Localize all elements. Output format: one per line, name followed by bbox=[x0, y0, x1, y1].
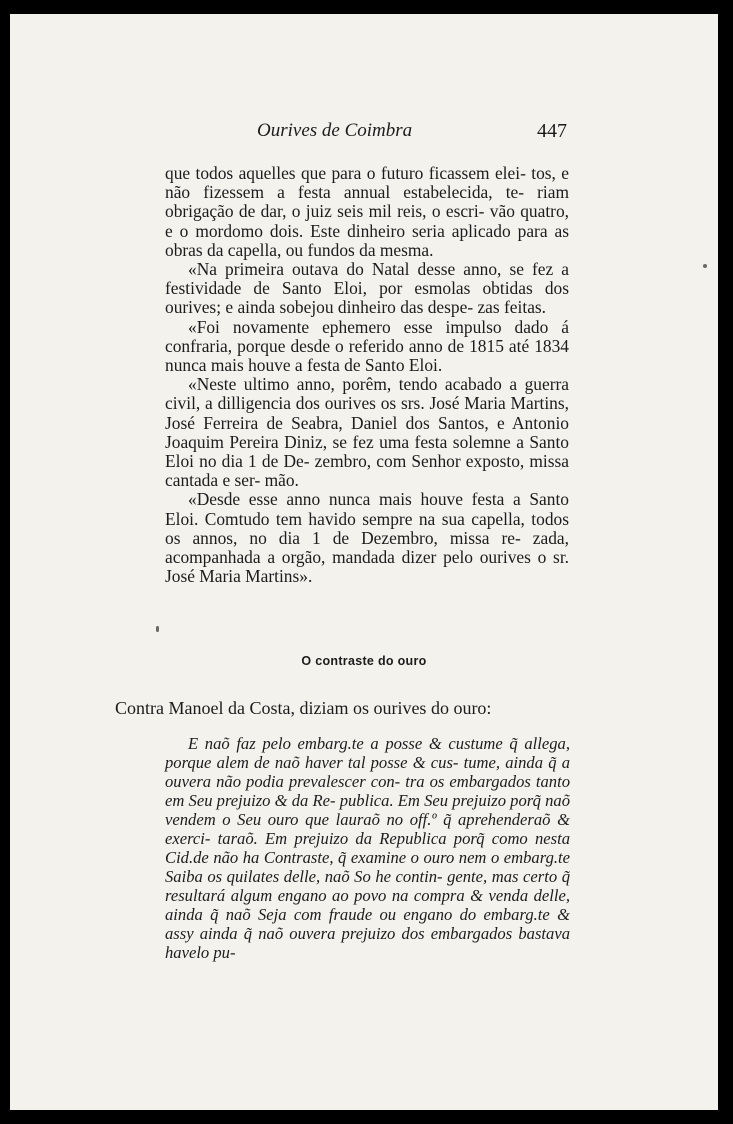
paper-speck bbox=[703, 264, 707, 268]
paragraph: «Neste ultimo anno, porêm, tendo acabado a guerra civil, a dilligencia dos ourives os srs. José Maria Martins, José Ferreira de Seabra, Daniel dos Santos, e Antonio Joaquim Pereira Diniz, se fez uma festa solemne a Santo Eloi no dia 1 de De- zembro, com Senhor exposto, missa cantada e ser- mão. bbox=[165, 374, 569, 491]
page-number: 447 bbox=[537, 120, 567, 142]
paragraph: «Na primeira outava do Natal desse anno, se fez a festividade de Santo Eloi, por esmolas obtidas dos ourives; e ainda sobejou dinheiro das despe- zas feitas. bbox=[165, 259, 569, 318]
body-text bbox=[165, 164, 569, 586]
intro-line: Contra Manoel da Costa, diziam os ourives do ouro: bbox=[115, 698, 492, 718]
paper-speck bbox=[156, 626, 159, 632]
quoted-paragraph: E naõ faz pelo embarg.te a posse & custume q̃ allega, porque alem de naõ haver tal posse & cus- tume, ainda q̃ a ouvera não podia prevalescer con- tra os embargados tanto em Seu prejuizo & da Re- publica. Em Seu prejuizo porq̃ naõ vendem o Seu ouro que lauraõ no off.º q̃ aprehenderaõ & exerci- taraõ. Em prejuizo da Republica porq̃ como nesta Cid.de não ha Contraste, q̃ examine o ouro nem o embarg.te Saiba os quilates delle, naõ So he contin- gente, mas certo q̃ resultará algum engano ao povo na compra & venda delle, ainda q̃ naõ Seja com fraude ou engano do embarg.te & assy ainda q̃ naõ ouvera prejuizo dos embargados bastava havelo pu- bbox=[165, 734, 570, 962]
quoted-document bbox=[165, 734, 570, 962]
paragraph: que todos aquelles que para o futuro ficassem elei- tos, e não fizessem a festa annual estabelecida, te- riam obrigação de dar, o juiz seis mil reis, o escri- vão quatro, e o mordomo dois. Este dinheiro seria aplicado para as obras da capella, ou fundos da mesma. bbox=[165, 163, 569, 260]
paragraph: «Foi novamente ephemero esse impulso dado á confraria, porque desde o referido anno de 1815 até 1834 nunca mais houve a festa de Santo Eloi. bbox=[165, 316, 569, 376]
book-page bbox=[10, 14, 718, 1110]
running-title: Ourives de Coimbra bbox=[257, 120, 413, 141]
paragraph: «Desde esse anno nunca mais houve festa a Santo Eloi. Comtudo tem havido sempre na sua capella, todos os annos, no dia 1 de Dezembro, missa re- zada, acompanhada a orgão, mandada dizer pelo ourives o sr. José Maria Martins». bbox=[165, 489, 569, 587]
section-heading: O contraste do ouro bbox=[301, 654, 427, 668]
page-header bbox=[10, 120, 718, 150]
